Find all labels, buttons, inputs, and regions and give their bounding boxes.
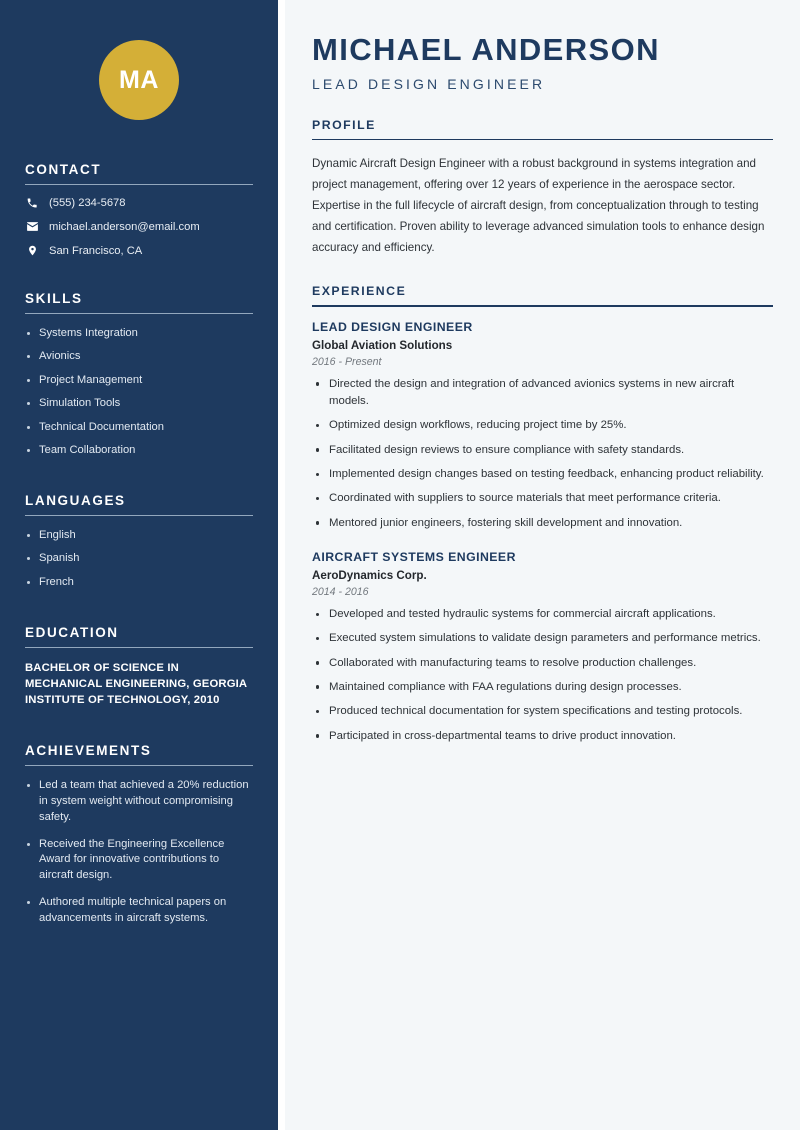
job-company: AeroDynamics Corp. [312,569,427,582]
list-item: Executed system simulations to validate design parameters and performance metrics. [312,630,773,647]
education-section [25,625,253,709]
list-item: Spanish [25,551,253,567]
job-bullet-list [312,606,773,745]
languages-divider [25,515,253,516]
contact-heading: CONTACT [25,162,102,177]
achievements-list [25,778,253,927]
list-item: Project Management [25,373,253,389]
job-role-subtitle: LEAD DESIGN ENGINEER [312,75,546,92]
list-item: Team Collaboration [25,443,253,459]
list-item: Received the Engineering Excellence Award for innovative contributions to aircraft design. [25,837,253,885]
experience-entry [312,320,773,532]
list-item: Authored multiple technical papers on advancements in aircraft systems. [25,895,253,927]
profile-text: Dynamic Aircraft Design Engineer with a robust background in systems integration and project management, offering over 12 years of experience in the aerospace sector. Expertise in the full lifecycle of aircraft design, from conceptualization through to testing and certification. Proven ability to leverage advanced simulation tools to enhance design accuracy and efficiency. [312,156,765,255]
list-item: Avionics [25,349,253,365]
list-item: Led a team that achieved a 20% reduction in system weight without compromising safety. [25,778,253,826]
education-heading: EDUCATION [25,624,119,640]
list-item: Coordinated with suppliers to source materials that meet performance criteria. [312,490,773,507]
skills-list [25,326,253,459]
list-item: Mentored junior engineers, fostering skill development and innovation. [312,515,773,532]
experience-entry [312,550,773,745]
languages-list [25,528,253,591]
list-item: Collaborated with manufacturing teams to resolve production challenges. [312,655,773,672]
job-company: Global Aviation Solutions [312,338,453,352]
contact-location-row[interactable] [25,244,253,257]
education-divider [25,647,253,648]
list-item: French [25,575,253,591]
contact-phone-row[interactable] [25,197,253,209]
list-item: Produced technical documentation for system specifications and testing protocols. [312,703,773,720]
contact-email-value: michael.anderson@email.com [49,220,200,233]
list-item: Directed the design and integration of advanced avionics systems in new aircraft models. [312,376,773,411]
contact-email-row[interactable] [25,220,253,233]
list-item: Optimized design workflows, reducing project time by 25%. [312,417,773,434]
list-item: Simulation Tools [25,396,253,412]
main-content [285,0,800,1130]
column-gap [278,0,285,1130]
contact-section [25,162,253,257]
sidebar [0,0,278,1130]
list-item: Implemented design changes based on testing feedback, enhancing product reliability. [312,466,773,483]
contact-divider [25,184,253,185]
list-item: English [25,528,253,544]
phone-icon [25,197,39,209]
profile-section [312,118,773,259]
list-item: Systems Integration [25,326,253,342]
envelope-icon [25,220,39,233]
skills-divider [25,313,253,314]
skills-heading: SKILLS [25,291,83,306]
languages-section [25,493,253,591]
avatar: MA [99,40,179,120]
experience-heading: EXPERIENCE [312,284,407,299]
achievements-heading: ACHIEVEMENTS [25,742,152,758]
education-degree: BACHELOR OF SCIENCE IN MECHANICAL ENGINEERING, GEORGIA INSTITUTE OF TECHNOLOGY, 2010 [25,661,247,707]
contact-location-value: San Francisco, CA [49,244,143,257]
achievements-section [25,743,253,927]
list-item: Technical Documentation [25,420,253,436]
job-title: AIRCRAFT SYSTEMS ENGINEER [312,550,516,564]
job-dates: 2014 - 2016 [312,586,369,598]
map-pin-icon [25,244,39,257]
job-title: LEAD DESIGN ENGINEER [312,319,473,334]
avatar-container [25,0,253,120]
experience-section [312,284,773,745]
page-title: MICHAEL ANDERSON [312,32,660,67]
list-item: Developed and tested hydraulic systems for commercial aircraft applications. [312,606,773,623]
list-item: Facilitated design reviews to ensure compliance with safety standards. [312,442,773,459]
list-item: Maintained compliance with FAA regulations during design processes. [312,679,773,696]
skills-section [25,291,253,459]
profile-divider [312,139,773,140]
profile-heading: PROFILE [312,117,376,132]
languages-heading: LANGUAGES [25,492,126,508]
job-bullet-list [312,376,773,532]
list-item: Participated in cross-departmental teams to drive product innovation. [312,728,773,745]
job-dates: 2016 - Present [312,355,382,368]
experience-divider [312,305,773,306]
contact-phone-value: (555) 234-5678 [49,197,126,209]
achievements-divider [25,765,253,766]
